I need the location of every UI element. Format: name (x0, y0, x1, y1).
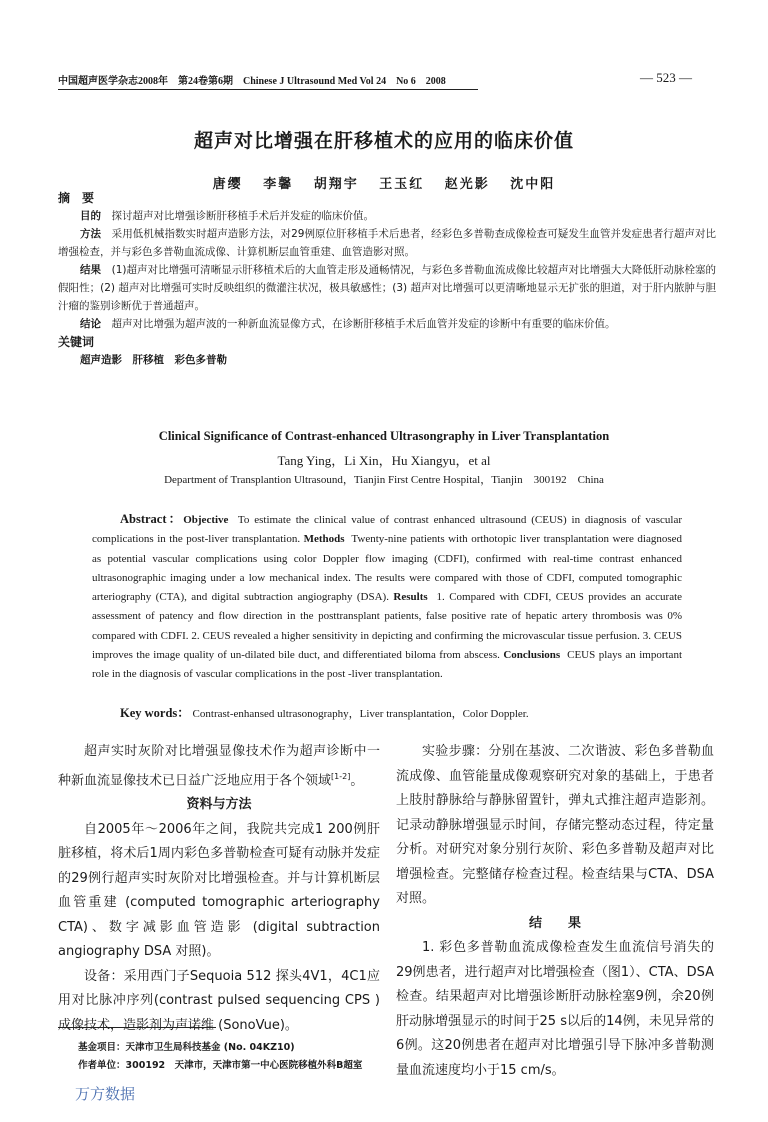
keywords-heading: 关键词 (58, 335, 95, 349)
methods-label: 方法 (80, 228, 102, 240)
conclusion-text: 超声对比增强为超声波的一种新血流显像方式，在诊断肝移植手术后血管并发症的诊断中有重要的临床价值。 (111, 318, 616, 330)
abstract-objective (58, 207, 716, 225)
abstract-heading: 摘 要 (58, 191, 95, 205)
results-text: (1)超声对比增强可清晰显示肝移植术后的大血管走形及通畅情况，与彩色多普勒血流成像比较超声对比增强大大降低肝动脉栓塞的假阳性；(2) 超声对比增强可实时反映组织的微灌注状况，极具敏感性；(3) 超声对比增强可以更清晰地显示无扩张的胆道，对于肝内脓肿与胆汁瘤的鉴别诊断优于普通超声。 (58, 264, 717, 312)
watermark: 万方数据 (75, 1085, 136, 1103)
conclusion-label: 结论 (80, 318, 101, 330)
en-conclusions-label: Conclusions (503, 649, 561, 662)
en-results-text: 1. Compared with CDFI, CEUS provides an accurate assessment of patency and flow direction in the posttransplant patients, false positive rate of hepatic artery thrombosis was 0% compared with CDFI. 2. CEUS revealed a higher sensitivity in depicting and confirming the microvascular tissue perfusion. 3. CEUS improves the image quality of un-dilated bile duct, and differentiated biloma from abscess. (92, 591, 683, 662)
body-right-column (396, 740, 714, 1083)
methods-paragraph: 自2005年～2006年之间，我院共完成1 200例肝脏移植，将术后1周内彩色多普勒检查可疑有动脉并发症的29例行超声实时灰阶对比增强检查。并与计算机断层血管重建 (computed tomographic arteriography CTA)、数字减影血管造影 (digital subtraction angiography DSA 对照)。 (58, 821, 380, 960)
footnote-fund: 基金项目：天津市卫生局科技基金 (No. 04KZ10) (78, 1042, 295, 1053)
abstract-label: Abstract： (120, 512, 184, 526)
methods-text: 采用低机械指数实时超声造影方法，对29例原位肝移植手术后患者，经彩色多普勒查成像检查可疑发生血管并发症患者行超声对比增强检查，并与彩色多普勒血流成像、计算机断层血管重建、血管造影对照。 (58, 228, 717, 258)
keywords-label: Key words： (120, 706, 190, 720)
en-results-label: Results (393, 591, 428, 604)
objective-text: 探讨超声对比增强诊断肝移植手术后并发症的临床价值。 (111, 210, 374, 222)
intro-text: 超声实时灰阶对比增强显像技术作为超声诊断中一种新血流显像技术已日益广泛地应用于各个领域 (58, 744, 380, 788)
footnote-affiliation: 作者单位：300192 天津市，天津市第一中心医院移植外科B超室 (78, 1060, 363, 1071)
objective-label: 目的 (80, 210, 101, 222)
running-header: 中国超声医学杂志2008年 第24卷第6期 Chinese J Ultrasound Med Vol 24 No 6 2008 (58, 72, 478, 90)
en-methods-label: Methods (303, 533, 345, 546)
en-methods-text: Twenty-nine patients with orthotopic liver transplantation were diagnosed as potential vascular complications using color Doppler flow imaging (CDFI), confirmed with real-time contrast enhanced ultrasonographic imaging under a low mechanical index. The results were compared with those of CDFI, computed tomographic arteriography (CTA), and digital subtraction angiography (DSA). (92, 533, 683, 604)
body-left-column (58, 740, 380, 1033)
english-title: Clinical Significance of Contrast-enhanced Ultrasongraphy in Liver Transplantation (158, 429, 610, 443)
article-title: 超声对比增强在肝移植术的应用的临床价值 (193, 130, 574, 152)
english-department: Department of Transplantion Ultrasound，Tianjin First Centre Hospital，Tianjin 300192 China (164, 474, 604, 486)
en-conclusions-text: CEUS plays an important role in the diagnosis of vascular complications in the post -liver transplantation. (92, 649, 682, 681)
en-objective-label: Objective (183, 514, 229, 526)
results-paragraph: 1. 彩色多普勒血流成像检查发生血流信号消失的29例患者，进行超声对比增强检查（图1）、CTA、DSA 检查。结果超声对比增强诊断肝动脉栓塞9例，余20例肝动脉增强显示的时间于25 s以后的14例，未见异常的6例。这20例患者在超声对比增强引导下脉冲多普勒测量血流速度均小于15 cm/s。 (396, 940, 714, 1078)
citation: [1-2] (331, 771, 351, 781)
abstract-methods (58, 225, 716, 261)
english-keywords (92, 703, 529, 721)
section-heading-methods: 资料与方法 (186, 797, 252, 813)
results-label: 结果 (80, 264, 102, 276)
section-heading-results: 结 果 (528, 915, 581, 931)
english-authors: Tang Ying，Li Xin，Hu Xiangyu，et al (277, 453, 491, 468)
chinese-abstract (58, 189, 716, 369)
author-list: 唐缨 李馨 胡翔宇 王玉红 赵光影 沈中阳 (212, 177, 556, 192)
equipment-paragraph: 设备：采用西门子Sequoia 512 探头4V1，4C1应用对比脉冲序列(contrast pulsed sequencing CPS )成像技术，造影剂为声诺维 (SonoVue)。 (58, 968, 380, 1033)
procedure-paragraph: 实验步骤：分别在基波、二次谐波、彩色多普勒血流成像、血管能量成像观察研究对象的基础上，于患者上肢肘静脉给与静脉留置针，弹丸式推注超声造影剂。记录动静脉增强显示时间，存储完整动态过程，待定量分析。对研究对象分别行灰阶、彩色多普勒及超声对比增强检查。完整储存检查过程。检查结果与CTA、DSA 对照。 (396, 744, 714, 906)
keywords-cn: 超声造影 肝移植 彩色多普勒 (80, 354, 227, 366)
intro-paragraph (58, 740, 380, 793)
footnote-rule (58, 1027, 216, 1028)
abstract-conclusion (58, 315, 716, 333)
abstract-results (58, 261, 716, 315)
keywords-text: Contrast-enhansed ultrasonography，Liver transplantation，Color Doppler. (192, 708, 529, 720)
english-abstract (92, 510, 682, 685)
en-objective-text: To estimate the clinical value of contrast enhanced ultrasound (CEUS) in diagnosis of vascular complications in the post-liver transplantation. (92, 514, 682, 546)
intro-end: 。 (350, 772, 364, 788)
page-number: — 523 — (640, 70, 692, 85)
